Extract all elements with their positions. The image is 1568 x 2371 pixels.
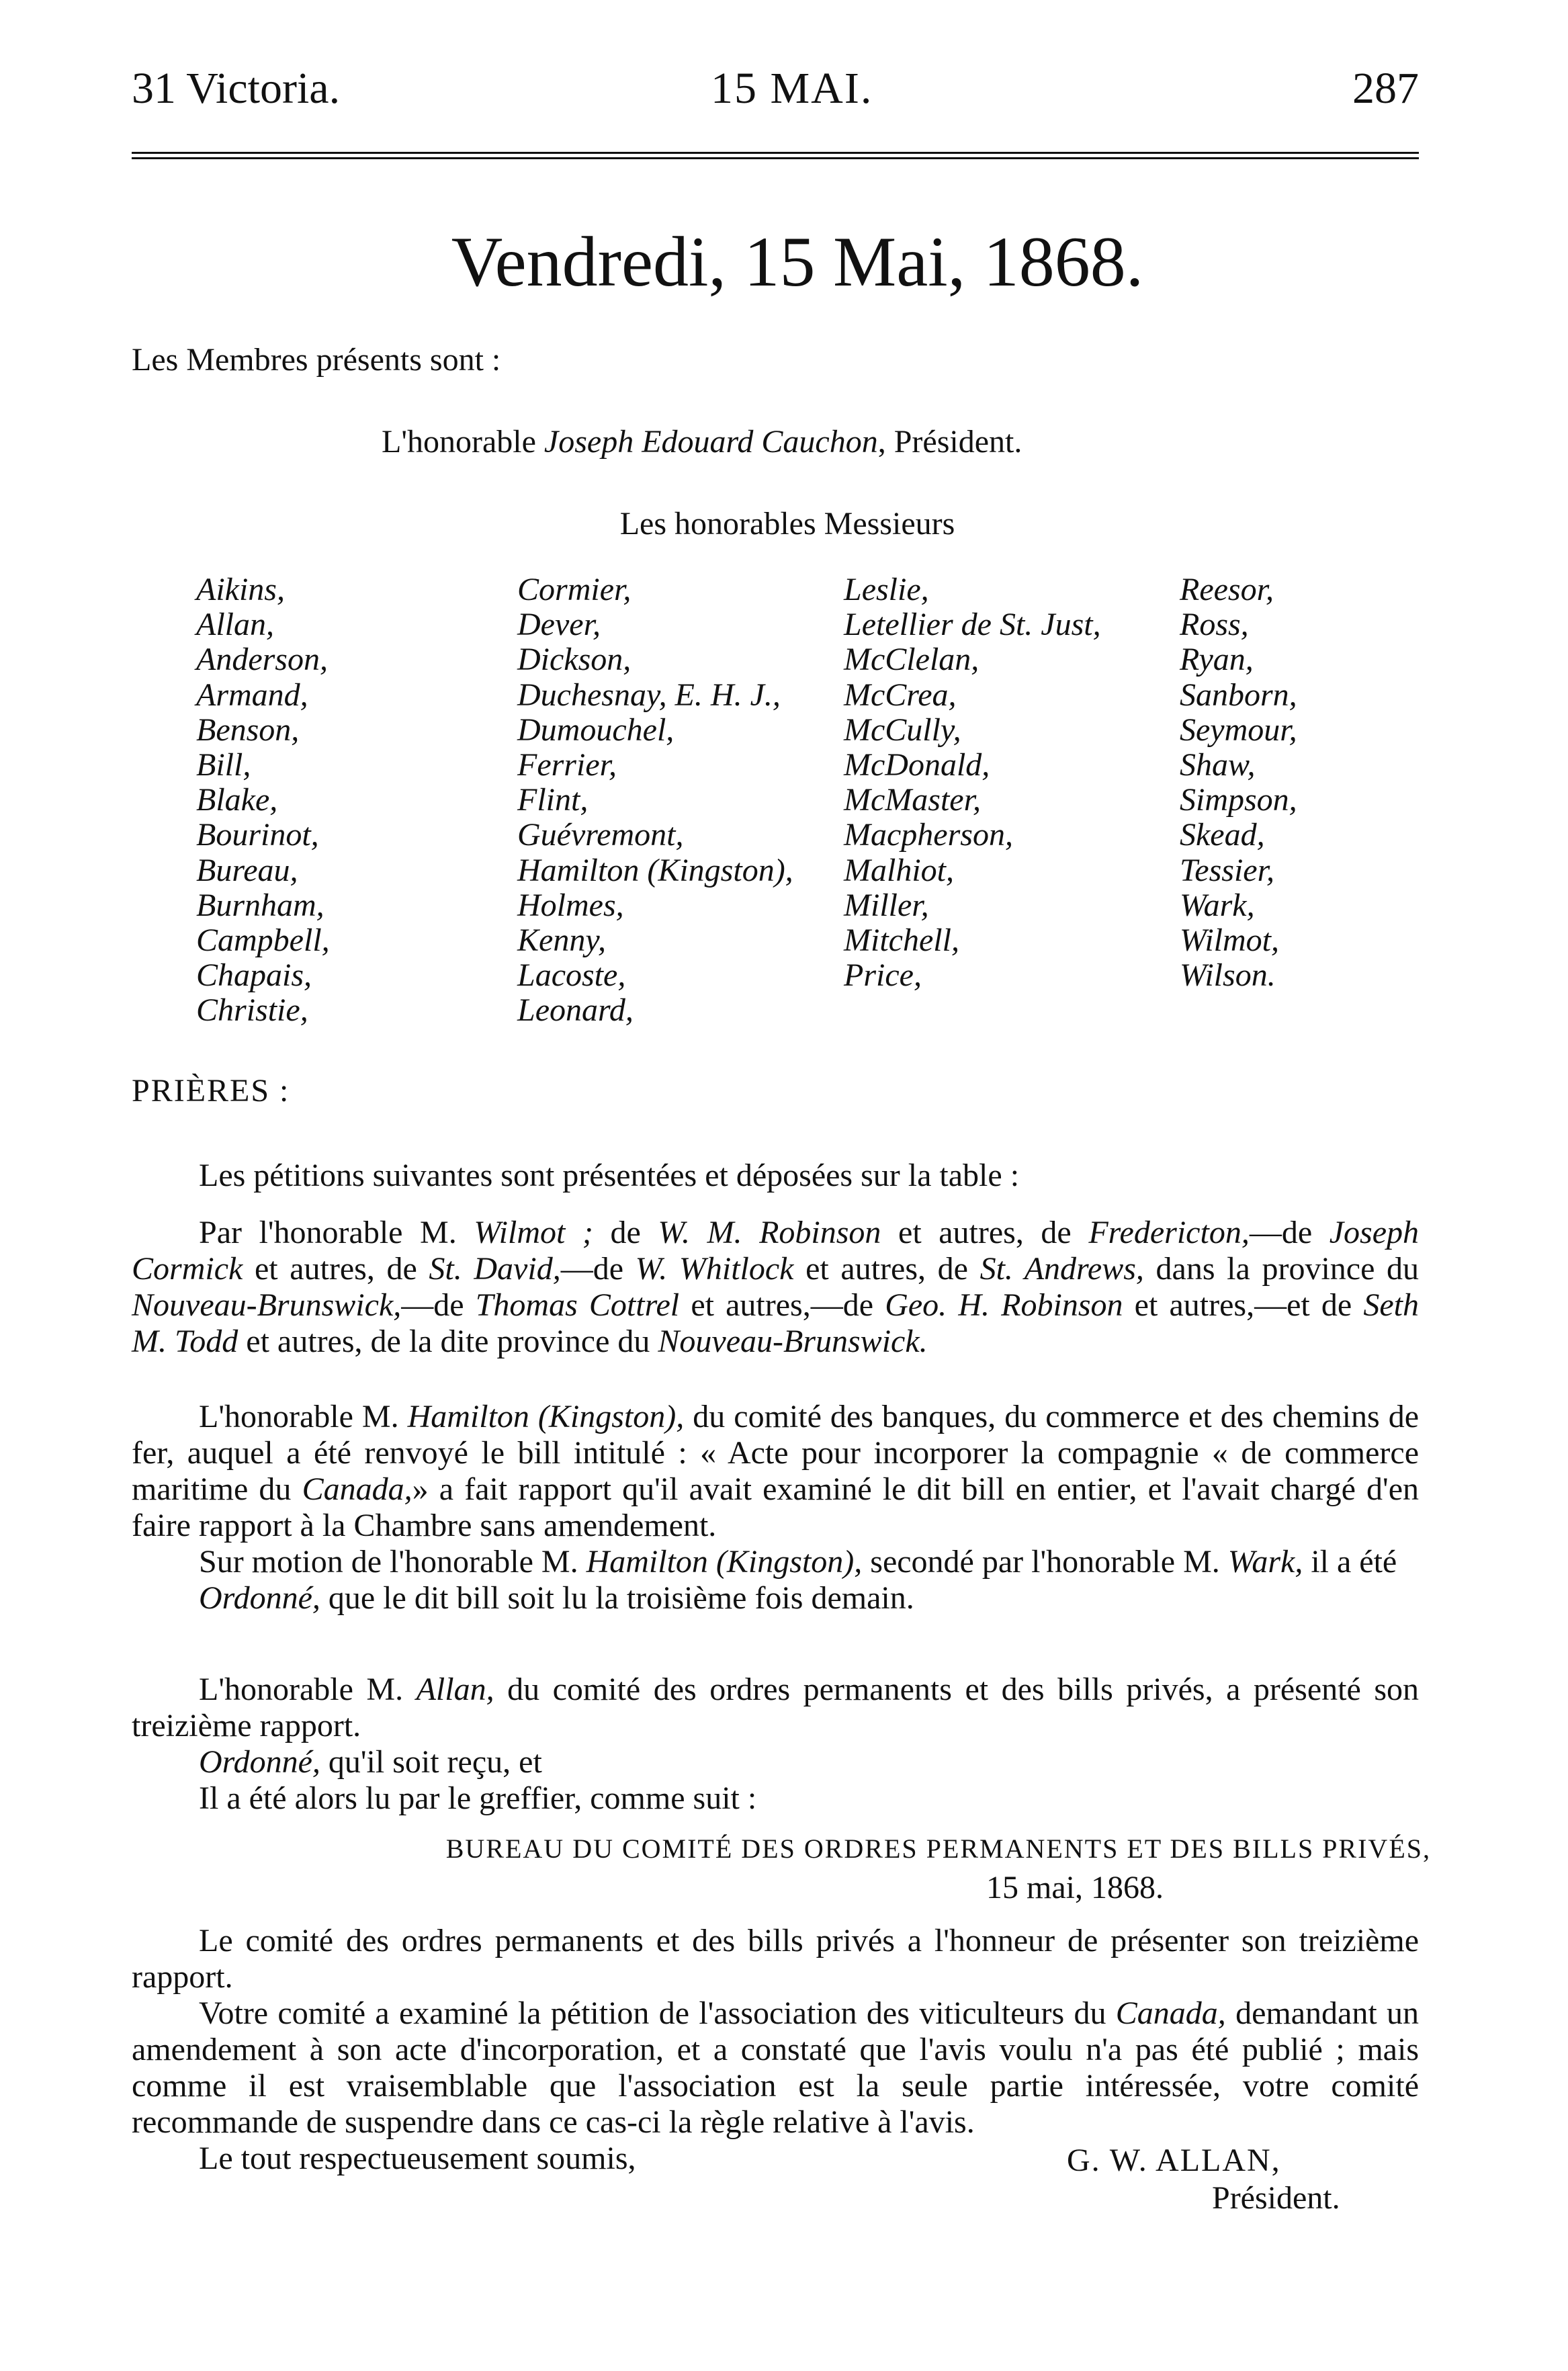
- speaker-prefix: L'honorable: [382, 424, 536, 460]
- member-name: Ross,: [1180, 607, 1249, 643]
- member-name: Hamilton (Kingston),: [517, 852, 793, 888]
- member-name: Campbell,: [196, 922, 330, 959]
- member-name: Miller,: [844, 887, 929, 923]
- member-name: Flint,: [517, 782, 589, 818]
- members-column-4: [1180, 572, 1297, 993]
- member-name: Mitchell,: [844, 922, 959, 959]
- speaker-suffix: , Président.: [877, 424, 1022, 460]
- member-name: McClelan,: [844, 642, 979, 678]
- member-name: Dumouchel,: [517, 712, 674, 748]
- member-name: Dickson,: [517, 642, 631, 678]
- member-name: McMaster,: [844, 782, 981, 818]
- member-name: Dever,: [517, 607, 601, 643]
- signature-name: G. W. ALLAN,: [1067, 2143, 1281, 2178]
- prieres-label: PRIÈRES :: [132, 1073, 290, 1109]
- member-name: Letellier de St. Just,: [844, 607, 1101, 643]
- member-name: Duchesnay, E. H. J.,: [517, 677, 781, 713]
- signature-title: Président.: [1212, 2180, 1340, 2216]
- member-name: Wilson.: [1180, 957, 1276, 994]
- member-name: Kenny,: [517, 922, 606, 959]
- member-name: Wark,: [1180, 887, 1255, 923]
- speaker-name: Joseph Edouard Cauchon: [543, 424, 878, 460]
- member-name: Reesor,: [1180, 572, 1274, 607]
- member-name: Bourinot,: [196, 817, 319, 853]
- header-date: 15 MAI.: [711, 64, 873, 113]
- member-name: Ferrier,: [517, 747, 617, 783]
- members-present-label: Les Membres présents sont :: [132, 342, 501, 378]
- member-name: Price,: [844, 957, 922, 994]
- members-column-1: [196, 572, 330, 1029]
- member-name: McDonald,: [844, 747, 990, 783]
- member-name: Sanborn,: [1180, 677, 1297, 713]
- hamilton-report-paragraph: L'honorable M. Hamilton (Kingston), du comité des banques, du commerce et des chemins de fer, auquel a été renvoyé le bill intitulé : « Acte pour incorporer la compagnie « de commerce maritime du Canada,» a fait rapport qu'il avait examiné le dit bill en entier, et l'avait chargé d'en faire rapport à la Chambre sans amendement. Sur motion de l'honorable M. Hamilton (Kingston), secondé par l'honorable M. Wark, il a été Ordonné, que le dit bill soit lu la troisième fois demain.: [132, 1399, 1420, 1616]
- member-name: Guévremont,: [517, 817, 684, 853]
- member-name: Benson,: [196, 712, 300, 748]
- member-name: Anderson,: [196, 642, 328, 678]
- petitions-intro: Les pétitions suivantes sont présentées et déposées sur la table :: [199, 1158, 1020, 1193]
- honorables-label: Les honorables Messieurs: [619, 506, 955, 542]
- header-rule-bottom: [132, 157, 1419, 159]
- member-name: Skead,: [1180, 817, 1265, 853]
- member-name: Chapais,: [196, 957, 312, 994]
- member-name: Macpherson,: [844, 817, 1013, 853]
- allan-report-paragraph: L'honorable M. Allan, du comité des ordres permanents et des bills privés, a présenté son treizième rapport. Ordonné, qu'il soit reçu, et Il a été alors lu par le greffier, comme suit :: [132, 1672, 1419, 1816]
- member-name: Lacoste,: [517, 957, 626, 994]
- member-name: Bureau,: [196, 852, 298, 888]
- member-name: Ryan,: [1180, 642, 1254, 678]
- member-name: Wilmot,: [1180, 922, 1280, 959]
- member-name: Leonard,: [517, 992, 634, 1029]
- member-name: Blake,: [196, 782, 278, 818]
- page-number: 287: [1352, 64, 1419, 113]
- member-name: Burnham,: [196, 887, 324, 923]
- bureau-heading: BUREAU DU COMITÉ DES ORDRES PERMANENTS ET DES BILLS PRIVÉS,: [445, 1834, 1431, 1864]
- member-name: Armand,: [196, 677, 308, 713]
- members-column-3: [844, 572, 1101, 993]
- member-name: Christie,: [196, 992, 308, 1029]
- member-name: Cormier,: [517, 572, 631, 607]
- bureau-date: 15 mai, 1868.: [986, 1870, 1164, 1905]
- member-name: Aikins,: [196, 572, 285, 607]
- speaker-line: [382, 423, 1022, 461]
- member-name: McCully,: [844, 712, 961, 748]
- member-name: Holmes,: [517, 887, 624, 923]
- member-name: McCrea,: [844, 677, 957, 713]
- member-name: Allan,: [196, 607, 274, 643]
- member-name: Leslie,: [844, 572, 929, 607]
- member-name: Malhiot,: [844, 852, 954, 888]
- header-session: 31 Victoria.: [132, 64, 341, 113]
- member-name: Simpson,: [1180, 782, 1297, 818]
- members-column-2: [517, 572, 793, 1029]
- committee-report-body: Le comité des ordres permanents et des bills privés a l'honneur de présenter son treizième rapport. Votre comité a examiné la pétition de l'association des viticulteurs du Canada, demandant un amendement à son acte d'incorporation, et a constaté que l'avis voulu n'a pas été publié ; mais comme il est vraisemblable que l'association est la seule partie intéressée, votre comité recommande de suspendre dans ce cas-ci la règle relative à l'avis. Le tout respectueusement soumis,: [132, 1923, 1419, 2176]
- petitions-paragraph: Par l'honorable M. Wilmot ; de W. M. Robinson et autres, de Fredericton,—de Joseph Cormick et autres, de St. David,—de W. Whitlock et autres, de St. Andrews, dans la province du Nouveau-Brunswick,—de Thomas Cottrel et autres,—de Geo. H. Robinson et autres,—et de Seth M. Todd et autres, de la dite province du Nouveau-Brunswick.: [132, 1215, 1420, 1359]
- member-name: Bill,: [196, 747, 251, 783]
- header-rule-top: [132, 152, 1419, 154]
- page-title: Vendredi, 15 Mai, 1868.: [451, 222, 1144, 301]
- member-name: Tessier,: [1180, 852, 1274, 888]
- member-name: Shaw,: [1180, 747, 1256, 783]
- member-name: Seymour,: [1180, 712, 1297, 748]
